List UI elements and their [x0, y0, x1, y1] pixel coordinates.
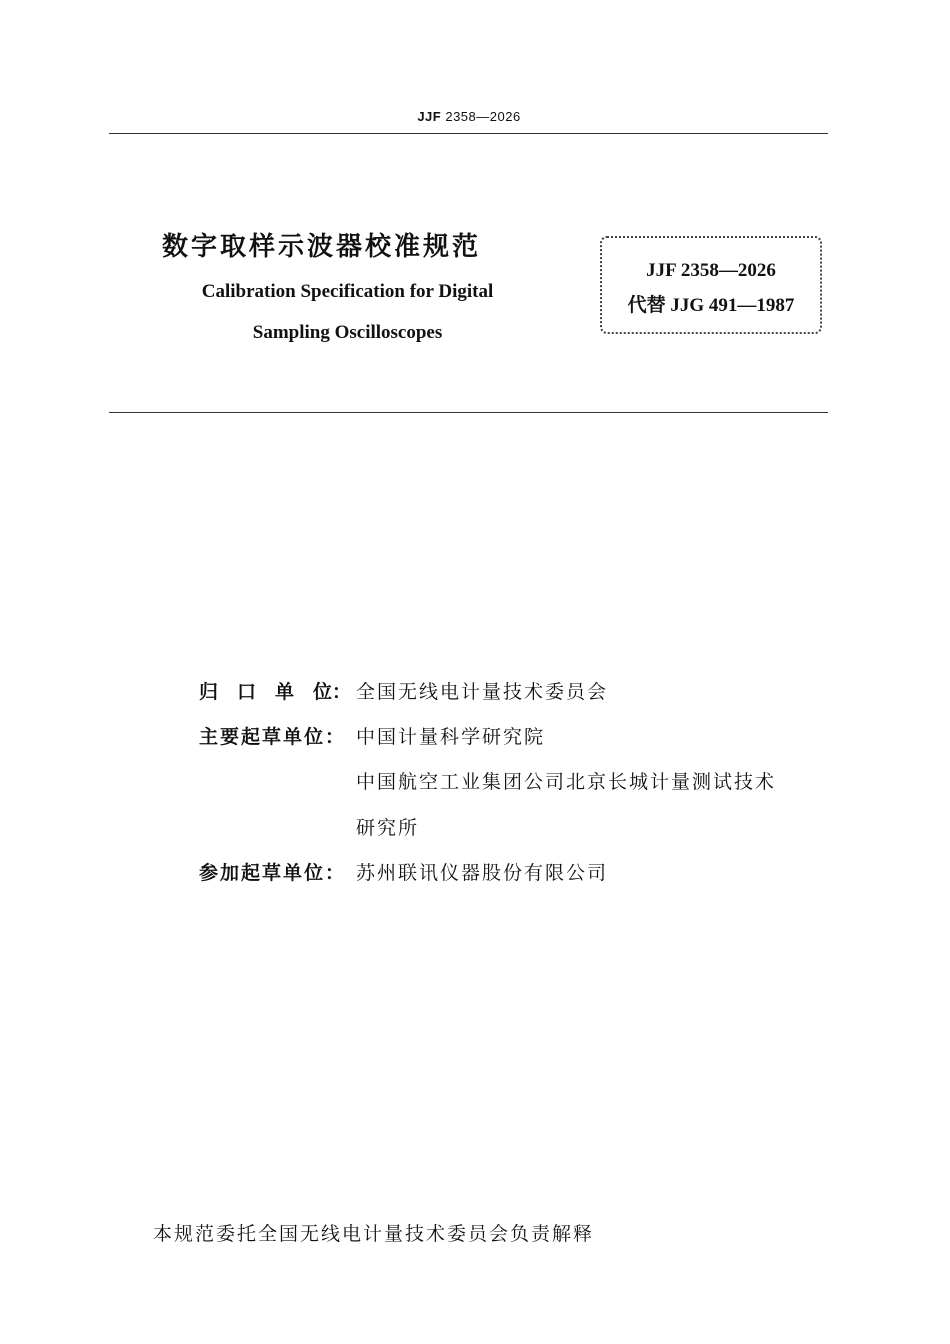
header-divider — [109, 133, 828, 134]
participating-organization-label: 参加起草单位： — [199, 862, 347, 884]
participating-organization-value: 苏州联讯仪器股份有限公司 — [356, 862, 609, 884]
main-drafting-organization-label: 主要起草单位： — [199, 726, 347, 748]
document-title-english-line1: Calibration Specification for Digital — [201, 281, 494, 302]
interpretation-note: 本规范委托全国无线电计量技术委员会负责解释 — [153, 1223, 595, 1245]
responsible-organization-value: 全国无线电计量技术委员会 — [356, 681, 609, 703]
replaces-code: 代替 JJG 491—1987 — [627, 295, 795, 316]
main-drafting-organization-value: 中国航空工业集团公司北京长城计量测试技术 — [356, 771, 777, 793]
header-document-code — [0, 109, 938, 124]
standard-code-box — [600, 236, 822, 334]
header-code-prefix: JJF — [417, 109, 442, 124]
header-code-number: 2358—2026 — [445, 109, 521, 124]
title-divider — [109, 412, 828, 413]
main-drafting-organization-value: 研究所 — [356, 817, 420, 839]
standard-code: JJF 2358—2026 — [646, 260, 776, 281]
main-drafting-organization-value: 中国计量科学研究院 — [356, 726, 546, 748]
responsible-organization-label: 归 口 单 位： — [199, 681, 352, 703]
document-title-chinese: 数字取样示波器校准规范 — [162, 232, 482, 262]
document-title-english-line2: Sampling Oscilloscopes — [252, 322, 443, 343]
